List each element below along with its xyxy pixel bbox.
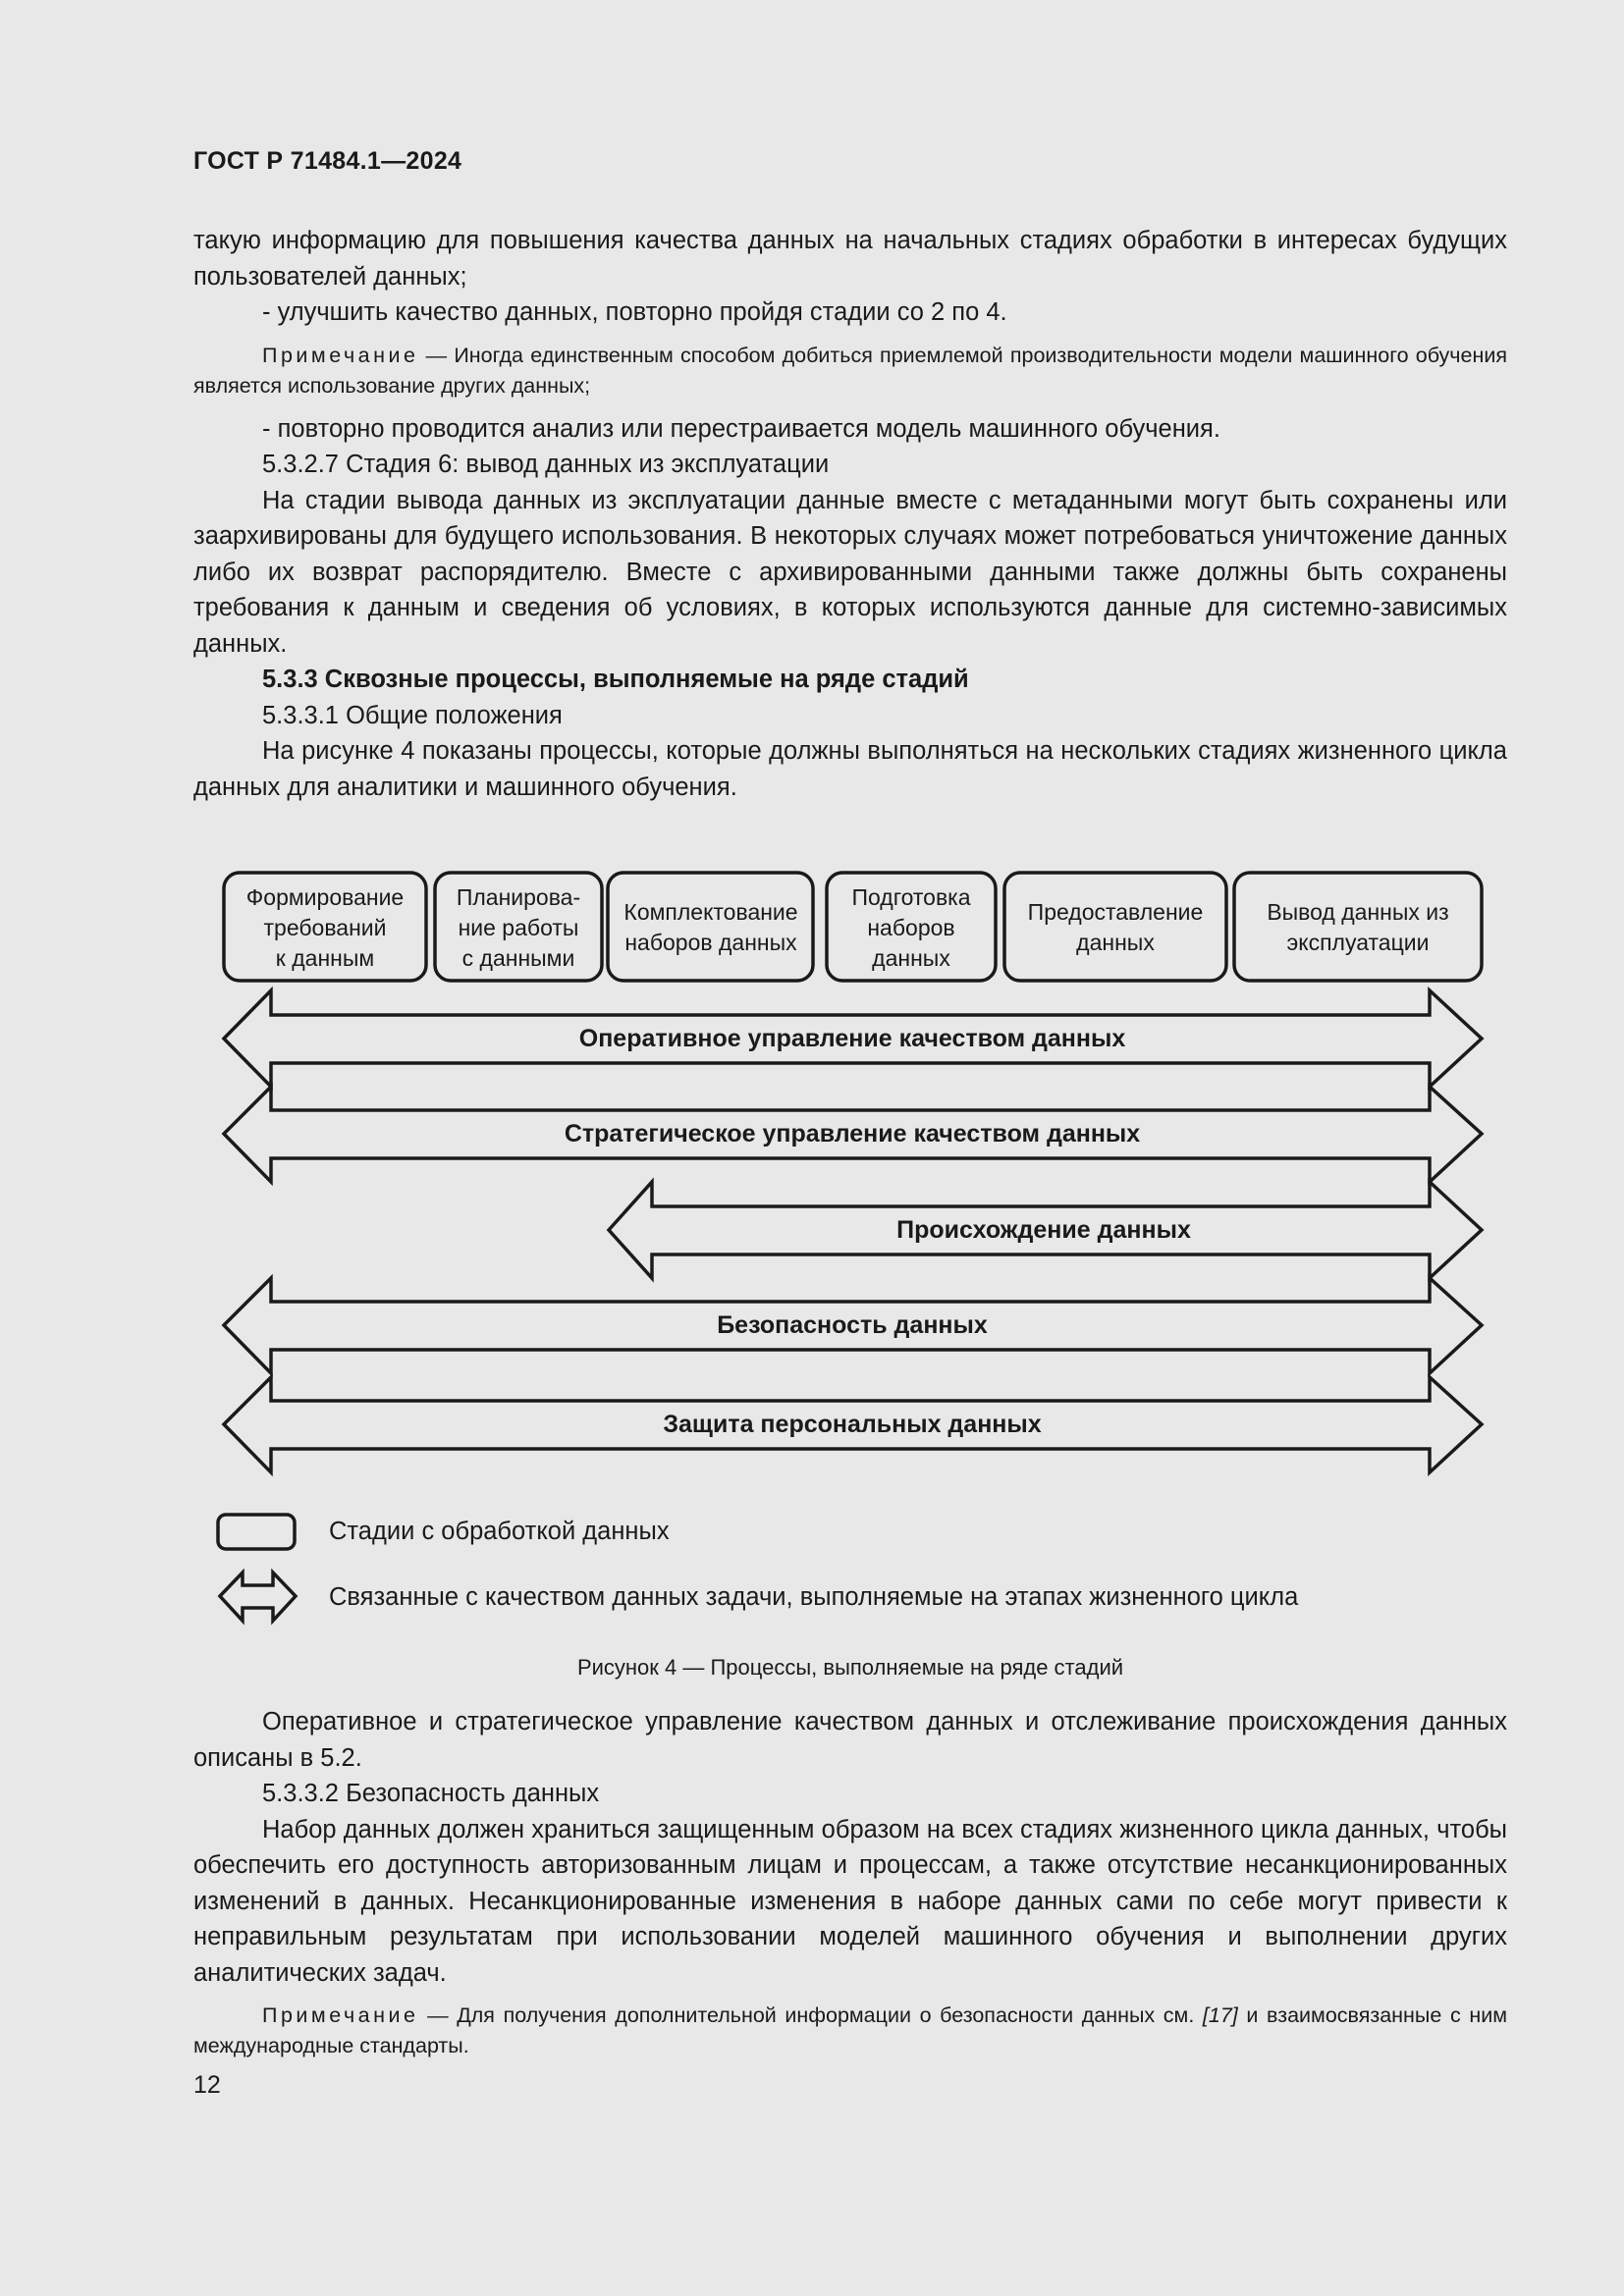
bottom-text-block [193, 1704, 1507, 2061]
stage-4-line-3: данных [872, 945, 950, 971]
stage-2-line-3: с данными [461, 945, 575, 971]
process-label-security: Безопасность данных [717, 1311, 988, 1339]
note-label: Примечание [262, 2003, 419, 2027]
stage-1-line-3: к данным [275, 945, 375, 971]
process-label-strategic: Стратегическое управление качеством данных [564, 1120, 1141, 1148]
stage-6-line-1: Вывод данных из [1267, 899, 1449, 925]
stage-2-line-2: ние работы [458, 915, 579, 940]
stage-4-line-2: наборов [867, 915, 955, 940]
section-heading: 5.3.2.7 Стадия 6: вывод данных из эксплуатации [262, 451, 830, 478]
legend-arrow-symbol [220, 1573, 296, 1621]
paragraph: Оперативное и стратегическое управление качеством данных и отслеживание происхождения данных описаны в 5.2. [193, 1708, 1507, 1772]
note-text: — Для получения дополнительной информации о безопасности данных см. [418, 2003, 1203, 2027]
section-heading: 5.3.3 Сквозные процессы, выполняемые на ряде стадий [262, 666, 969, 693]
figure-caption: Рисунок 4 — Процессы, выполняемые на ряде стадий [576, 1655, 1124, 1680]
paragraph: Набор данных должен храниться защищенным образом на всех стадиях жизненного цикла данных, чтобы обеспечить его доступность авторизованным лицам и процессам, а также отсутствие несанкционированных изменений в данных. Несанкционированные изменения в наборе данных сами по себе могут привести к неправильным результатам при использовании моделей машинного обучения и выполнении других аналитических задач. [193, 1815, 1507, 1987]
stage-2-line-1: Планирова- [456, 884, 581, 910]
legend-process-label: Связанные с качеством данных задачи, выполняемые на этапах жизненного цикла [329, 1583, 1299, 1611]
process-label-personal-data: Защита персональных данных [663, 1411, 1042, 1438]
note [193, 2001, 1507, 2061]
list-item: - повторно проводится анализ или перестраивается модель машинного обучения. [262, 414, 1220, 443]
note-text: — Иногда единственным способом добиться приемлемой производительности модели машинного обучения является использование других данных; [193, 343, 1507, 398]
process-label-operational: Оперативное управление качеством данных [578, 1025, 1126, 1052]
stage-5-line-2: данных [1076, 930, 1155, 955]
stage-3-line-1: Комплектование [623, 899, 798, 925]
stage-1-line-1: Формирование [245, 884, 405, 910]
stage-5-line-1: Предоставление [1027, 899, 1204, 925]
paragraph: На стадии вывода данных из эксплуатации данные вместе с метаданными могут быть сохранены или заархивированы для будущего использования. В некоторых случаях может потребоваться уничтожение данных либо их возврат распорядителю. Вместе с архивированными данными также должны быть сохранены требования к данным и сведения об условиях, в которых используются данные для системно-зависимых данных. [193, 486, 1507, 658]
legend-stage-symbol [218, 1515, 295, 1549]
reference-link[interactable]: [17] [1202, 2003, 1238, 2027]
paragraph: такую информацию для повышения качества данных на начальных стадиях обработки в интересах будущих пользователей данных; [193, 227, 1507, 291]
stage-box-6 [1234, 873, 1482, 981]
stage-1-line-2: требований [263, 915, 387, 940]
note-label: Примечание [262, 343, 419, 367]
note-text: и взаимосвязанные с ним международные стандарты. [193, 2003, 1507, 2057]
stage-3-line-2: наборов данных [624, 930, 797, 955]
list-item: - улучшить качество данных, повторно пройдя стадии со 2 по 4. [262, 298, 1007, 326]
page-number: 12 [193, 2071, 221, 2099]
paragraph: На рисунке 4 показаны процессы, которые должны выполняться на нескольких стадиях жизненного цикла данных для аналитики и машинного обучения. [193, 737, 1507, 801]
stage-box-5 [1004, 873, 1226, 981]
process-label-provenance: Происхождение данных [896, 1216, 1191, 1244]
legend-stage-label: Стадии с обработкой данных [329, 1518, 670, 1545]
section-heading: 5.3.3.2 Безопасность данных [262, 1780, 600, 1807]
section-heading: 5.3.3.1 Общие положения [262, 701, 563, 729]
stage-6-line-2: эксплуатации [1286, 930, 1430, 955]
document-header: ГОСТ Р 71484.1—2024 [193, 147, 462, 175]
stage-4-line-1: Подготовка [851, 884, 971, 910]
stage-box-3 [608, 873, 813, 981]
